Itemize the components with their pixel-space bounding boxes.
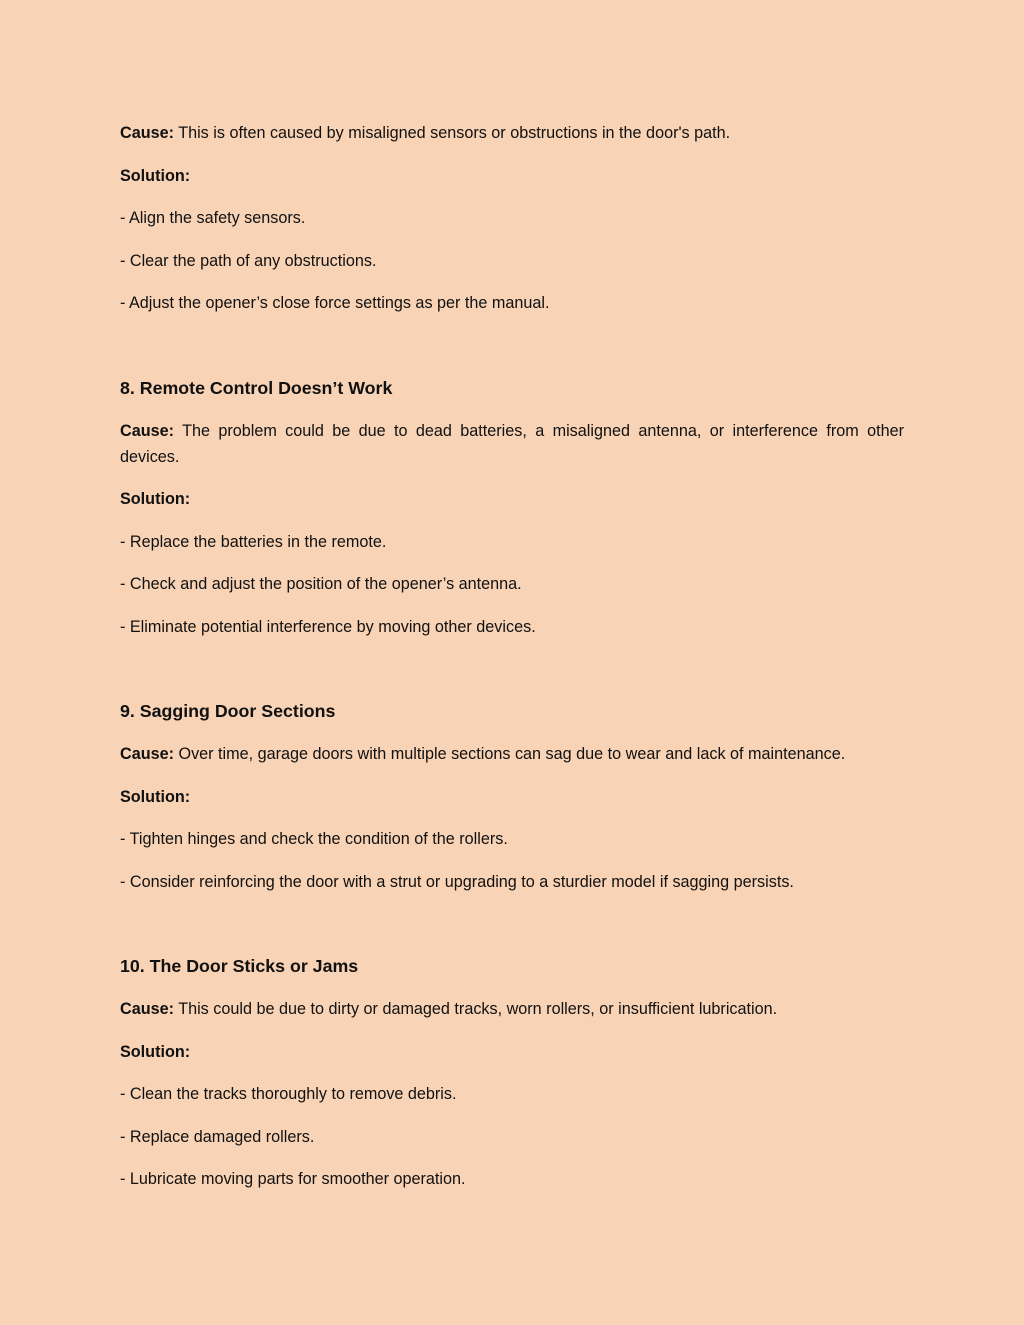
solution-step: - Adjust the opener’s close force settings as per the manual. — [120, 294, 550, 312]
cause-text: The problem could be due to dead batteries, a misaligned antenna, or interference from other devices. — [120, 421, 904, 466]
solution-step: - Align the safety sensors. — [120, 209, 306, 227]
cause-text: Over time, garage doors with multiple sections can sag due to wear and lack of maintenance. — [173, 745, 846, 763]
section-heading: 9. Sagging Door Sections — [120, 701, 336, 721]
solution-label: Solution: — [120, 787, 191, 806]
section-spacer — [120, 333, 904, 375]
cause-label: Cause: — [120, 745, 174, 763]
solution-step: - Tighten hinges and check the condition of the rollers. — [120, 830, 508, 848]
cause-text: This is often caused by misaligned sensors or obstructions in the door's path. — [173, 124, 731, 142]
cause-paragraph — [120, 996, 904, 1022]
cause-paragraph — [120, 418, 904, 470]
document-page — [120, 120, 904, 1209]
solution-step: - Lubricate moving parts for smoother operation. — [120, 1170, 466, 1188]
solution-step: - Consider reinforcing the door with a strut or upgrading to a sturdier model if sagging persists. — [120, 872, 794, 891]
solution-step: - Eliminate potential interference by moving other devices. — [120, 617, 536, 636]
solution-step: - Replace damaged rollers. — [120, 1127, 315, 1146]
cause-label: Cause: — [120, 124, 174, 142]
section-spacer — [120, 656, 904, 698]
cause-text: This could be due to dirty or damaged tracks, worn rollers, or insufficient lubrication. — [173, 1000, 778, 1018]
solution-step: - Replace the batteries in the remote. — [120, 532, 387, 551]
cause-paragraph — [120, 741, 904, 767]
cause-label: Cause: — [120, 1000, 174, 1018]
solution-step: - Clean the tracks thoroughly to remove debris. — [120, 1085, 457, 1103]
section-heading: 10. The Door Sticks or Jams — [120, 956, 359, 976]
solution-step: - Clear the path of any obstructions. — [120, 251, 377, 270]
solution-label: Solution: — [120, 490, 191, 508]
section-spacer — [120, 911, 904, 953]
solution-label: Solution: — [120, 166, 191, 185]
cause-paragraph — [120, 120, 904, 146]
solution-step: - Check and adjust the position of the opener’s antenna. — [120, 575, 522, 593]
cause-label: Cause: — [120, 421, 174, 440]
section-heading: 8. Remote Control Doesn’t Work — [120, 377, 393, 398]
solution-label: Solution: — [120, 1042, 191, 1061]
